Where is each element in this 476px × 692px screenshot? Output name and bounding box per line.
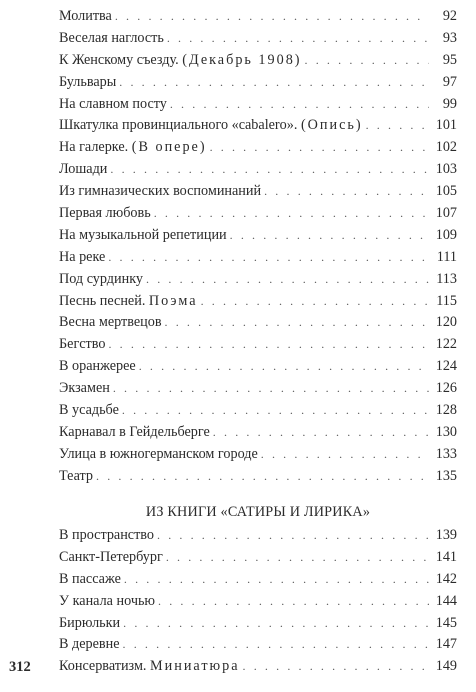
toc-entry [59, 94, 457, 116]
toc-entry-title [59, 28, 167, 50]
dot-leader [165, 312, 429, 334]
toc-entry-page: 139 [435, 527, 457, 543]
toc-entry [59, 400, 457, 422]
dot-leader [108, 247, 429, 269]
toc-entry-main-title: Весна мертвецов [59, 314, 162, 331]
toc-entry [59, 159, 457, 181]
toc-entry-main-title: Санкт-Петербург [59, 548, 163, 565]
toc-entry-page: 101 [435, 117, 457, 134]
toc-entry-title [59, 269, 146, 291]
toc-entry [59, 225, 457, 247]
dot-leader [108, 334, 429, 356]
toc-entry-title [59, 356, 139, 378]
toc-entry-main-title: На реке [59, 248, 106, 265]
toc-entry-main-title: На музыкальной репетиции [59, 226, 227, 243]
toc-entry-title [59, 72, 119, 94]
toc-entry-title [59, 291, 201, 313]
dot-leader [264, 181, 429, 203]
dot-leader [210, 137, 429, 159]
dot-leader [305, 50, 429, 72]
dot-leader [123, 613, 429, 635]
toc-entry-main-title: Песнь песней. [59, 292, 146, 309]
toc-entry [59, 203, 457, 225]
dot-leader [213, 422, 429, 444]
dot-leader [122, 400, 429, 422]
toc-entry-title [59, 378, 113, 400]
toc-entry-title [59, 137, 210, 159]
toc-entry [59, 72, 457, 94]
toc-list-part2 [59, 525, 457, 678]
toc-entry-page: 149 [435, 658, 457, 675]
toc-entry-main-title: На галерке. [59, 139, 129, 156]
toc-entry-page: 103 [435, 161, 457, 178]
toc-entry [59, 656, 457, 678]
toc-entry-title [59, 547, 166, 569]
toc-entry-page: 109 [435, 226, 457, 243]
toc-entry-main-title: Под сурдинку [59, 270, 143, 287]
toc-entry-main-title: На славном посту [59, 95, 167, 112]
toc-entry [59, 50, 457, 72]
toc-entry-page: 124 [435, 358, 457, 375]
toc-entry-main-title: Консерватизм. [59, 658, 147, 675]
dot-leader [166, 547, 429, 569]
toc-entry-page: 135 [435, 467, 457, 484]
toc-entry-main-title: Первая любовь [59, 205, 151, 222]
toc-entry-page: 99 [442, 95, 457, 112]
toc-entry-page: 95 [442, 51, 457, 68]
toc-entry-subtitle: Поэма [148, 292, 198, 309]
toc-entry-page: 128 [435, 402, 457, 419]
toc-entry-main-title: Бегство [59, 336, 106, 353]
dot-leader [96, 466, 429, 488]
section-heading: ИЗ КНИГИ «САТИРЫ И ЛИРИКА» [145, 504, 371, 520]
toc-entry-title [59, 591, 158, 613]
dot-leader [158, 591, 429, 613]
toc-entry [59, 291, 457, 313]
toc-entry-page: 115 [436, 292, 457, 309]
dot-leader [146, 269, 429, 291]
toc-entry [59, 334, 457, 356]
toc-entry-title [59, 466, 96, 488]
toc-list-part1 [59, 6, 457, 488]
toc-entry-page: 142 [435, 570, 457, 587]
toc-entry [59, 378, 457, 400]
dot-leader [170, 94, 429, 116]
toc-entry-title [59, 94, 170, 116]
toc-entry-title [59, 569, 124, 591]
toc-entry-title [59, 203, 154, 225]
toc-entry-main-title: В деревне [59, 636, 120, 653]
toc-entry-subtitle: (В опере) [131, 139, 207, 156]
dot-leader [139, 356, 429, 378]
toc-entry-page: 107 [435, 205, 457, 222]
toc-entry-page: 133 [435, 445, 457, 462]
toc-entry [59, 115, 457, 137]
toc-entry-main-title: Бирюльки [59, 614, 121, 631]
dot-leader [123, 634, 429, 656]
toc-entry-title [59, 525, 157, 547]
dot-leader [110, 159, 429, 181]
toc-entry-page: 105 [435, 183, 457, 200]
toc-entry [59, 466, 457, 488]
toc-entry-page: 130 [435, 423, 457, 440]
toc-entry-title [59, 50, 305, 72]
toc-entry-main-title: В пространство [59, 527, 154, 543]
toc-entry [59, 569, 457, 591]
toc-entry-main-title: Бульвары [59, 73, 117, 90]
toc-entry-main-title: К Женскому съезду. [59, 51, 179, 68]
toc-entry-page: 144 [435, 592, 457, 609]
toc-entry-title [59, 6, 115, 28]
toc-entry-subtitle: Миниатюра [150, 658, 240, 675]
toc-entry-main-title: Веселая наглость [59, 29, 164, 46]
toc-entry-subtitle: (Опись) [300, 117, 363, 134]
toc-entry [59, 356, 457, 378]
toc-entry-title [59, 159, 110, 181]
toc-entry [59, 444, 457, 466]
toc-entry-main-title: Экзамен [59, 380, 110, 397]
toc-entry-title [59, 613, 123, 635]
dot-leader [113, 378, 429, 400]
dot-leader [366, 115, 429, 137]
toc-entry-main-title: Карнавал в Гейдельберге [59, 423, 210, 440]
toc-entry-title [59, 247, 108, 269]
toc-entry [59, 422, 457, 444]
toc-entry-subtitle: (Декабрь 1908) [182, 51, 302, 68]
toc-entry-main-title: Молитва [59, 8, 112, 24]
toc-entry-main-title: У канала ночью [59, 592, 156, 609]
toc-entry-page: 93 [442, 29, 457, 46]
toc-entry-title [59, 181, 264, 203]
toc-entry-main-title: Театр [59, 467, 93, 484]
toc-entry-page: 120 [435, 314, 457, 331]
toc-entry-page: 111 [436, 248, 457, 265]
toc-entry-main-title: В пассаже [59, 570, 121, 587]
toc-entry-title [59, 656, 243, 678]
toc-entry [59, 269, 457, 291]
page-number: 312 [9, 659, 31, 675]
toc-entry-title [59, 400, 122, 422]
toc-entry [59, 312, 457, 334]
toc-entry [59, 137, 457, 159]
toc-entry-page: 145 [435, 614, 457, 631]
dot-leader [154, 203, 429, 225]
toc-entry-title [59, 422, 213, 444]
toc-entry-main-title: В усадьбе [59, 402, 119, 419]
dot-leader [167, 28, 429, 50]
toc-entry-title [59, 312, 165, 334]
toc-entry [59, 525, 457, 547]
toc-entry-main-title: Из гимназических воспоминаний [59, 183, 262, 200]
toc-entry-page: 97 [442, 73, 457, 90]
dot-leader [124, 569, 429, 591]
toc-entry-main-title: Шкатулка провинциального «cabalero». [59, 117, 298, 134]
toc-entry [59, 28, 457, 50]
toc-entry [59, 181, 457, 203]
toc-entry [59, 547, 457, 569]
toc-entry-title [59, 634, 123, 656]
toc-entry-title [59, 334, 108, 356]
dot-leader [261, 444, 429, 466]
toc-entry-page: 92 [442, 8, 457, 24]
dot-leader [115, 6, 429, 28]
toc-entry-title [59, 115, 366, 137]
toc-entry-page: 122 [435, 336, 457, 353]
toc-entry-page: 141 [435, 548, 457, 565]
toc-entry [59, 6, 457, 28]
dot-leader [230, 225, 429, 247]
toc-entry-main-title: В оранжерее [59, 358, 136, 375]
dot-leader [201, 291, 429, 313]
toc-entry-page: 147 [435, 636, 457, 653]
dot-leader [157, 525, 429, 547]
toc-entry [59, 247, 457, 269]
toc-entry-title [59, 444, 261, 466]
toc-entry-page: 102 [435, 139, 457, 156]
toc-entry [59, 613, 457, 635]
toc-entry-page: 113 [436, 270, 457, 287]
toc-entry-title [59, 225, 230, 247]
toc-entry [59, 634, 457, 656]
toc-entry-main-title: Лошади [59, 161, 108, 178]
dot-leader [119, 72, 429, 94]
dot-leader [243, 656, 429, 678]
toc-entry-page: 126 [435, 380, 457, 397]
toc-entry-main-title: Улица в южногерманском городе [59, 445, 258, 462]
toc-entry [59, 591, 457, 613]
